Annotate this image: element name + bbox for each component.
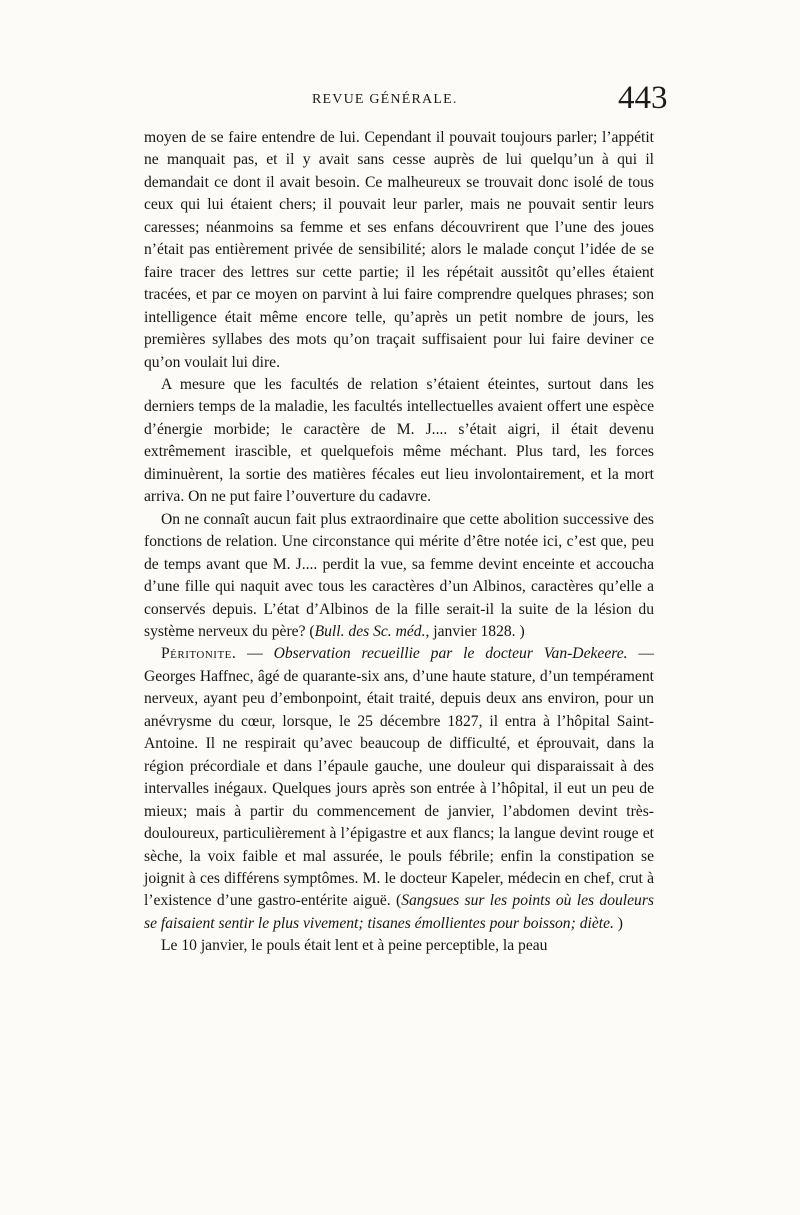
section-subtitle: Observation recueillie par le docteur Van-Dekeere. [273,645,628,663]
paragraph-text: — Georges Haffnec, âgé de quarante-six ans, d’une haute stature, d’un tempérament nerveux, ayant peu d’embonpoint, était traité, depuis deux ans environ, pour un anévrysme du cœur, lorsque, le 25 décembre 1827, il entra à l’hôpital Saint-Antoine. Il ne respirait qu’avec beaucoup de difficulté, et éprouvait, dans la région précordiale et dans l’épaule gauche, une douleur qui disparaissait à des intervalles inégaux. Quelques jours après son entrée à l’hôpital, il eut un peu de mieux; mais à partir du commencement de janvier, l’abdomen devint très-douloureux, particulièrement à l’épigastre et aux flancs; la langue devint rouge et sèche, la voix faible et mal assurée, le pouls fébrile; enfin la constipation se joignit à ces différens symptômes. M. le docteur Kapeler, médecin en chef, crut à l’existence d’une gastro-entérite aiguë. ( [144,645,655,910]
paragraph-text: On ne connaît aucun fait plus extraordinaire que cette abolition successive des fonctions de relation. Une circonstance qui mérite d’être notée ici, c’est que, peu de temps avant que M. J.... perdit la vue, sa femme devint enceinte et accoucha d’une fille qui naquit avec tous les caractères d’un Albinos, caractères qu’elle a conservés depuis. L’état d’Albinos de la fille serait-il la suite de la lésion du système nerveux du père? ( [144,510,654,640]
section-dash: — [236,645,274,663]
running-title: REVUE GÉNÉRALE. [312,92,458,107]
citation: Bull. des Sc. méd. [314,622,426,640]
paragraph-text: moyen de se faire entendre de lui. Cependant il pouvait toujours parler; l’appétit ne manquait pas, et il y avait sans cesse auprès de lui quelqu’un à qui il demandait ce dont il avait besoin. Ce malheureux se trouvait donc isolé de tous ceux qui lui étaient chers; il pouvait leur parler, mais ne pouvait sentir leurs caresses; néanmoins sa femme et ses enfans découvrirent que l’une des joues n’était pas entièrement privée de sensibilité; alors le malade conçut l’idée de se faire tracer des lettres sur cette partie; il les répétait aussitôt qu’elles étaient tracées, et par ce moyen on parvint à lui faire comprendre quelques phrases; son intelligence était même encore telle, qu’après un petit nombre de jours, les premières syllabes des mots qu’on traçait suffisaient pour lui faire deviner ce qu’on voulait lui dire. [144,129,654,371]
treatment-note: Sangsues sur les points où les douleurs se faisaient sentir le plus vivement; tisanes émollientes pour boisson; diète. [144,892,654,932]
section-lead: Péritonite. [161,645,237,663]
paragraph-continued [144,127,654,374]
body-text [144,127,654,958]
paragraph-text: A mesure que les facultés de relation s’étaient éteintes, surtout dans les derniers temps de la maladie, les facultés intellectuelles avaient offert une espèce d’énergie morbide; le caractère de M. J.... s’était aigri, il était devenu extrêmement irascible, et quelquefois même méchant. Plus tard, les forces diminuèrent, la sortie des matières fécales eut lieu involontairement, et la mort arriva. On ne put faire l’ouverture du cadavre. [144,375,654,506]
paragraph-albinos [144,509,654,644]
paragraph-faculties [144,374,654,509]
paragraph-peritonite [144,643,654,935]
treatment-close: ) [613,914,623,932]
citation-date: , janvier 1828. ) [425,622,525,640]
paragraph-text: Le 10 janvier, le pouls était lent et à peine perceptible, la peau [161,937,548,955]
page-number: 443 [618,80,668,116]
paragraph-january-10 [144,935,654,957]
